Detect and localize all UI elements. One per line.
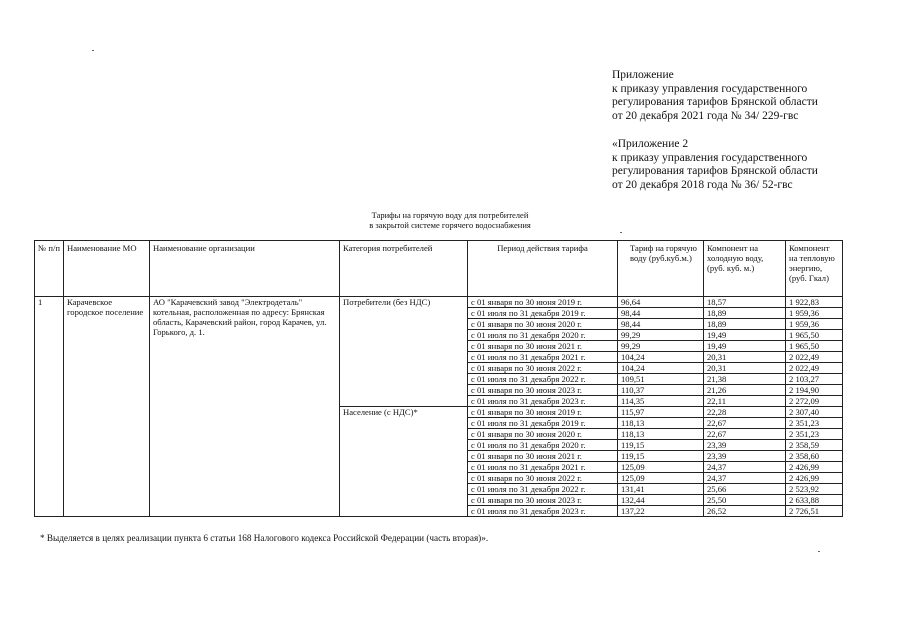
footnote: * Выделяется в целях реализации пункта 6 статьи 168 Налогового кодекса Российской Федерации (часть вторая)». bbox=[40, 533, 489, 543]
tariff-cell: 99,29 bbox=[618, 330, 704, 341]
cold-water-component-cell: 20,31 bbox=[704, 352, 786, 363]
period-cell: с 01 июля по 31 декабря 2019 г. bbox=[468, 308, 618, 319]
period-cell: с 01 июля по 31 декабря 2023 г. bbox=[468, 506, 618, 517]
municipality-cell: Карачевское городское поселение bbox=[64, 297, 150, 517]
tariff-cell: 119,15 bbox=[618, 440, 704, 451]
appendix-header-line: к приказу управления государственного bbox=[612, 82, 808, 95]
heat-component-cell: 2 022,49 bbox=[786, 363, 843, 374]
appendix-header-line: от 20 декабря 2021 года № 34/ 229-гвс bbox=[612, 109, 799, 122]
scan-speck bbox=[818, 551, 820, 552]
period-cell: с 01 января по 30 июня 2020 г. bbox=[468, 429, 618, 440]
cold-water-component-cell: 21,38 bbox=[704, 374, 786, 385]
heat-component-cell: 1 959,36 bbox=[786, 319, 843, 330]
heat-component-cell: 2 358,60 bbox=[786, 451, 843, 462]
cold-water-component-cell: 24,37 bbox=[704, 462, 786, 473]
header-mo: Наименование МО bbox=[64, 241, 150, 297]
table-title-line: Тарифы на горячую воду для потребителей bbox=[371, 210, 529, 220]
header-cold-component: Компонент на холодную воду, (руб. куб. м.) bbox=[704, 241, 786, 297]
tariff-cell: 115,97 bbox=[618, 407, 704, 418]
heat-component-cell: 2 103,27 bbox=[786, 374, 843, 385]
tariff-cell: 114,35 bbox=[618, 396, 704, 407]
cold-water-component-cell: 22,28 bbox=[704, 407, 786, 418]
appendix-2-header-line: от 20 декабря 2018 года № 36/ 52-гвс bbox=[612, 178, 793, 191]
table-title bbox=[300, 210, 600, 230]
appendix-2-header-line: «Приложение 2 bbox=[612, 138, 689, 150]
period-cell: с 01 января по 30 июня 2022 г. bbox=[468, 473, 618, 484]
heat-component-cell: 2 307,40 bbox=[786, 407, 843, 418]
header-org: Наименование организации bbox=[150, 241, 340, 297]
heat-component-cell: 1 965,50 bbox=[786, 341, 843, 352]
organization-cell: АО "Карачевский завод "Электродеталь" котельная, расположенная по адресу: Брянская область, Карачевский район, город Карачев, ул. Горького, д. 1. bbox=[150, 297, 340, 517]
cold-water-component-cell: 18,89 bbox=[704, 308, 786, 319]
heat-component-cell: 1 959,36 bbox=[786, 308, 843, 319]
heat-component-cell: 2 272,09 bbox=[786, 396, 843, 407]
tariff-cell: 109,51 bbox=[618, 374, 704, 385]
heat-component-cell: 2 358,59 bbox=[786, 440, 843, 451]
period-cell: с 01 января по 30 июня 2020 г. bbox=[468, 319, 618, 330]
heat-component-cell: 2 351,23 bbox=[786, 418, 843, 429]
period-cell: с 01 июля по 31 декабря 2020 г. bbox=[468, 440, 618, 451]
cold-water-component-cell: 26,52 bbox=[704, 506, 786, 517]
heat-component-cell: 2 194,90 bbox=[786, 385, 843, 396]
tariff-cell: 119,15 bbox=[618, 451, 704, 462]
cold-water-component-cell: 18,89 bbox=[704, 319, 786, 330]
heat-component-cell: 2 523,92 bbox=[786, 484, 843, 495]
tariff-cell: 118,13 bbox=[618, 418, 704, 429]
heat-component-cell: 1 965,50 bbox=[786, 330, 843, 341]
scan-speck bbox=[92, 50, 94, 51]
period-cell: с 01 июля по 31 декабря 2021 г. bbox=[468, 462, 618, 473]
heat-component-cell: 2 426,99 bbox=[786, 462, 843, 473]
table-row bbox=[35, 297, 843, 308]
table-header-row bbox=[35, 241, 843, 297]
cold-water-component-cell: 19,49 bbox=[704, 341, 786, 352]
period-cell: с 01 января по 30 июня 2022 г. bbox=[468, 363, 618, 374]
period-cell: с 01 июля по 31 декабря 2021 г. bbox=[468, 352, 618, 363]
heat-component-cell: 2 022,49 bbox=[786, 352, 843, 363]
cold-water-component-cell: 22,67 bbox=[704, 418, 786, 429]
consumer-category-cell: Население (с НДС)* bbox=[340, 407, 468, 517]
cold-water-component-cell: 23,39 bbox=[704, 451, 786, 462]
row-number-cell: 1 bbox=[35, 297, 64, 517]
tariff-cell: 137,22 bbox=[618, 506, 704, 517]
tariff-table bbox=[34, 240, 843, 517]
period-cell: с 01 января по 30 июня 2019 г. bbox=[468, 407, 618, 418]
heat-component-cell: 2 426,99 bbox=[786, 473, 843, 484]
appendix-2-header-line: к приказу управления государственного bbox=[612, 151, 808, 164]
heat-component-cell: 1 922,83 bbox=[786, 297, 843, 308]
appendix-2-header-line: регулирования тарифов Брянской области bbox=[612, 165, 818, 178]
heat-component-cell: 2 351,23 bbox=[786, 429, 843, 440]
tariff-cell: 98,44 bbox=[618, 308, 704, 319]
appendix-2-header bbox=[612, 138, 818, 192]
cold-water-component-cell: 18,57 bbox=[704, 297, 786, 308]
table-title-line: в закрытой системе горячего водоснабжения bbox=[369, 220, 531, 230]
cold-water-component-cell: 21,26 bbox=[704, 385, 786, 396]
scan-speck bbox=[620, 232, 622, 233]
tariff-cell: 98,44 bbox=[618, 319, 704, 330]
period-cell: с 01 января по 30 июня 2023 г. bbox=[468, 385, 618, 396]
header-num: № п/п bbox=[35, 241, 64, 297]
period-cell: с 01 июля по 31 декабря 2022 г. bbox=[468, 484, 618, 495]
cold-water-component-cell: 25,50 bbox=[704, 495, 786, 506]
cold-water-component-cell: 20,31 bbox=[704, 363, 786, 374]
header-tariff: Тариф на горячую воду (руб.куб.м.) bbox=[618, 241, 704, 297]
period-cell: с 01 января по 30 июня 2021 г. bbox=[468, 451, 618, 462]
header-heat-component: Компонент на тепловую энергию, (руб. Гкал) bbox=[786, 241, 843, 297]
appendix-header-line: регулирования тарифов Брянской области bbox=[612, 96, 818, 109]
cold-water-component-cell: 23,39 bbox=[704, 440, 786, 451]
period-cell: с 01 июля по 31 декабря 2023 г. bbox=[468, 396, 618, 407]
tariff-cell: 110,37 bbox=[618, 385, 704, 396]
cold-water-component-cell: 22,11 bbox=[704, 396, 786, 407]
period-cell: с 01 июля по 31 декабря 2022 г. bbox=[468, 374, 618, 385]
period-cell: с 01 июля по 31 декабря 2020 г. bbox=[468, 330, 618, 341]
header-category: Категория потребителей bbox=[340, 241, 468, 297]
cold-water-component-cell: 25,66 bbox=[704, 484, 786, 495]
tariff-cell: 99,29 bbox=[618, 341, 704, 352]
tariff-cell: 125,09 bbox=[618, 462, 704, 473]
period-cell: с 01 января по 30 июня 2019 г. bbox=[468, 297, 618, 308]
period-cell: с 01 января по 30 июня 2021 г. bbox=[468, 341, 618, 352]
heat-component-cell: 2 726,51 bbox=[786, 506, 843, 517]
tariff-cell: 104,24 bbox=[618, 352, 704, 363]
tariff-cell: 104,24 bbox=[618, 363, 704, 374]
period-cell: с 01 июля по 31 декабря 2019 г. bbox=[468, 418, 618, 429]
appendix-header-line: Приложение bbox=[612, 69, 674, 81]
tariff-cell: 131,41 bbox=[618, 484, 704, 495]
consumer-category-cell: Потребители (без НДС) bbox=[340, 297, 468, 407]
appendix-header bbox=[612, 69, 818, 123]
header-period: Период действия тарифа bbox=[468, 241, 618, 297]
period-cell: с 01 января по 30 июня 2023 г. bbox=[468, 495, 618, 506]
tariff-cell: 132,44 bbox=[618, 495, 704, 506]
heat-component-cell: 2 633,88 bbox=[786, 495, 843, 506]
tariff-cell: 96,64 bbox=[618, 297, 704, 308]
cold-water-component-cell: 24,37 bbox=[704, 473, 786, 484]
cold-water-component-cell: 19,49 bbox=[704, 330, 786, 341]
cold-water-component-cell: 22,67 bbox=[704, 429, 786, 440]
tariff-cell: 118,13 bbox=[618, 429, 704, 440]
tariff-cell: 125,09 bbox=[618, 473, 704, 484]
